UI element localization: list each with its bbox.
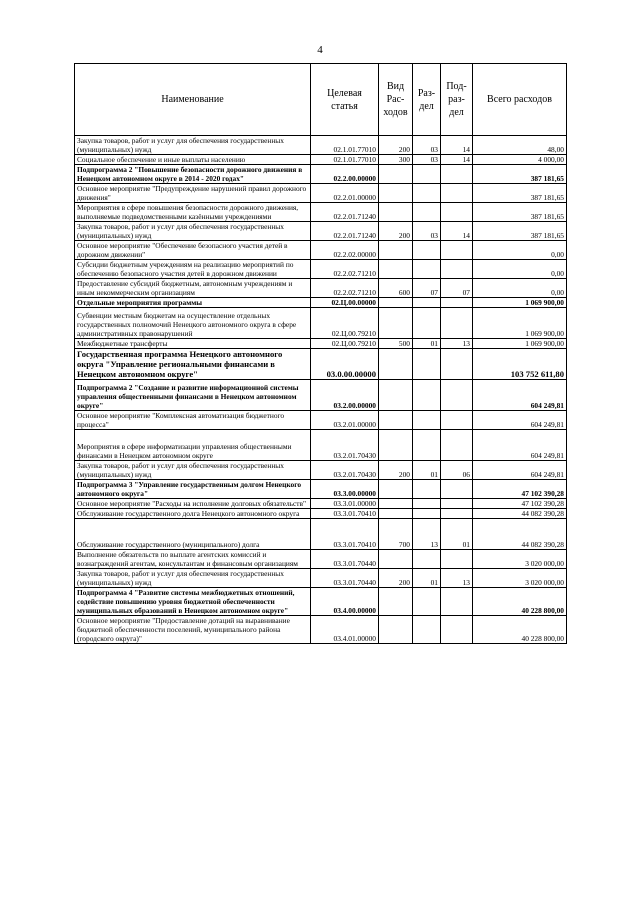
table-row (75, 430, 567, 461)
table-row (75, 519, 567, 550)
cell-subsection (441, 430, 473, 461)
cell-type (379, 616, 413, 644)
cell-subsection (441, 380, 473, 411)
cell-section (413, 241, 441, 260)
cell-type: 700 (379, 519, 413, 550)
cell-section: 07 (413, 279, 441, 298)
cell-total: 387 181,65 (473, 184, 567, 203)
cell-type (379, 349, 413, 380)
cell-target: 02.2.01.00000 (311, 184, 379, 203)
cell-total: 40 228 800,00 (473, 588, 567, 616)
cell-section (413, 184, 441, 203)
header-section: Раз- дел (413, 64, 441, 136)
cell-section: 13 (413, 519, 441, 550)
cell-target: 03.3.01.70410 (311, 509, 379, 519)
cell-subsection: 01 (441, 519, 473, 550)
cell-target: 02.2.00.00000 (311, 165, 379, 184)
cell-type (379, 184, 413, 203)
table-row (75, 203, 567, 222)
table-row (75, 411, 567, 430)
header-subsection: Под- раз- дел (441, 64, 473, 136)
table-row (75, 136, 567, 155)
cell-type: 600 (379, 279, 413, 298)
cell-subsection: 14 (441, 136, 473, 155)
cell-subsection (441, 260, 473, 279)
cell-total: 1 069 900,00 (473, 339, 567, 349)
table-row (75, 550, 567, 569)
cell-section (413, 499, 441, 509)
cell-name: Предоставление субсидий бюджетным, автономным учреждениям и иным некоммерческим организациям (75, 279, 311, 298)
header-type: Вид Рас- ходов (379, 64, 413, 136)
cell-subsection (441, 298, 473, 308)
cell-type: 200 (379, 222, 413, 241)
cell-type: 200 (379, 136, 413, 155)
table-row (75, 298, 567, 308)
cell-subsection: 07 (441, 279, 473, 298)
cell-type (379, 241, 413, 260)
cell-total: 4 000,00 (473, 155, 567, 165)
cell-target: 02.Ц.00.79210 (311, 308, 379, 339)
table-row (75, 241, 567, 260)
cell-type: 200 (379, 569, 413, 588)
cell-type (379, 480, 413, 499)
cell-total: 387 181,65 (473, 222, 567, 241)
cell-type (379, 380, 413, 411)
table-row (75, 260, 567, 279)
budget-table (74, 63, 567, 644)
cell-section (413, 260, 441, 279)
cell-section (413, 550, 441, 569)
cell-total: 604 249,81 (473, 461, 567, 480)
cell-total: 604 249,81 (473, 411, 567, 430)
cell-type: 300 (379, 155, 413, 165)
cell-subsection: 06 (441, 461, 473, 480)
cell-target: 03.4.00.00000 (311, 588, 379, 616)
table-row (75, 308, 567, 339)
header-total: Всего расходов (473, 64, 567, 136)
cell-subsection (441, 184, 473, 203)
cell-total: 604 249,81 (473, 430, 567, 461)
cell-type (379, 499, 413, 509)
cell-subsection (441, 550, 473, 569)
header-target: Целевая статья (311, 64, 379, 136)
cell-section (413, 411, 441, 430)
cell-name: Государственная программа Ненецкого автономного округа "Управление региональными финансами в Ненецком автономном округе" (75, 349, 311, 380)
cell-target: 03.0.00.00000 (311, 349, 379, 380)
cell-name: Основное мероприятие "Предоставление дотаций на выравнивание бюджетной обеспеченности поселений, муниципального района (городского округа)" (75, 616, 311, 644)
cell-total: 387 181,65 (473, 203, 567, 222)
cell-subsection: 13 (441, 569, 473, 588)
cell-total: 44 082 390,28 (473, 509, 567, 519)
cell-type: 200 (379, 461, 413, 480)
table-row (75, 480, 567, 499)
cell-total: 103 752 611,80 (473, 349, 567, 380)
cell-section (413, 308, 441, 339)
cell-name: Закупка товаров, работ и услуг для обеспечения государственных (муниципальных) нужд (75, 222, 311, 241)
cell-subsection: 13 (441, 339, 473, 349)
cell-total: 0,00 (473, 279, 567, 298)
cell-name: Социальное обеспечение и иные выплаты населению (75, 155, 311, 165)
cell-name: Основное мероприятие "Комплексная автоматизация бюджетного процесса" (75, 411, 311, 430)
cell-name: Субвенции местным бюджетам на осуществление отдельных государственных полномочий Ненецкого автономного округа в сфере административных правонарушений (75, 308, 311, 339)
cell-subsection (441, 411, 473, 430)
cell-total: 44 082 390,28 (473, 519, 567, 550)
cell-section: 03 (413, 222, 441, 241)
cell-section (413, 616, 441, 644)
cell-target: 02.Ц.00.00000 (311, 298, 379, 308)
cell-subsection (441, 509, 473, 519)
cell-total: 0,00 (473, 241, 567, 260)
cell-name: Подпрограмма 4 "Развитие системы межбюджетных отношений, содействие повышению уровня бюджетной обеспеченности муниципальных образований в Ненецком автономном округе" (75, 588, 311, 616)
table-row (75, 279, 567, 298)
cell-section: 01 (413, 461, 441, 480)
cell-section (413, 203, 441, 222)
cell-subsection (441, 308, 473, 339)
cell-type (379, 509, 413, 519)
cell-type (379, 165, 413, 184)
cell-target: 03.3.00.00000 (311, 480, 379, 499)
cell-section: 01 (413, 339, 441, 349)
table-row (75, 349, 567, 380)
cell-type (379, 588, 413, 616)
cell-target: 03.3.01.70440 (311, 569, 379, 588)
table-row (75, 569, 567, 588)
cell-total: 1 069 900,00 (473, 298, 567, 308)
table-row (75, 339, 567, 349)
cell-type (379, 260, 413, 279)
table-row (75, 588, 567, 616)
table-row (75, 380, 567, 411)
table-row (75, 499, 567, 509)
cell-section (413, 165, 441, 184)
cell-total: 0,00 (473, 260, 567, 279)
cell-section (413, 298, 441, 308)
cell-name: Мероприятия в сфере информатизации управления общественными финансами в Ненецком автономном округе (75, 430, 311, 461)
cell-name: Обслуживание государственного долга Ненецкого автономного округа (75, 509, 311, 519)
cell-target: 03.3.01.70410 (311, 519, 379, 550)
cell-name: Межбюджетные трансферты (75, 339, 311, 349)
cell-section (413, 380, 441, 411)
cell-target: 03.2.01.00000 (311, 411, 379, 430)
cell-section (413, 480, 441, 499)
cell-name: Обслуживание государственного (муниципального) долга (75, 519, 311, 550)
cell-target: 03.2.01.70430 (311, 430, 379, 461)
cell-total: 3 020 000,00 (473, 550, 567, 569)
cell-total: 47 102 390,28 (473, 480, 567, 499)
cell-target: 02.2.02.71210 (311, 279, 379, 298)
cell-section: 03 (413, 155, 441, 165)
cell-name: Основное мероприятие "Расходы на исполнение долговых обязательств" (75, 499, 311, 509)
cell-type (379, 411, 413, 430)
cell-section (413, 509, 441, 519)
table-body (75, 136, 567, 644)
cell-target: 02.2.01.71240 (311, 222, 379, 241)
cell-type (379, 550, 413, 569)
cell-name: Закупка товаров, работ и услуг для обеспечения государственных (муниципальных) нужд (75, 569, 311, 588)
table-row (75, 616, 567, 644)
header-name: Наименование (75, 64, 311, 136)
cell-target: 02.1.01.77010 (311, 136, 379, 155)
cell-target: 02.2.02.00000 (311, 241, 379, 260)
cell-target: 03.2.01.70430 (311, 461, 379, 480)
cell-subsection: 14 (441, 155, 473, 165)
cell-target: 02.2.01.71240 (311, 203, 379, 222)
cell-target: 02.Ц.00.79210 (311, 339, 379, 349)
cell-subsection (441, 499, 473, 509)
table-row (75, 155, 567, 165)
cell-type: 500 (379, 339, 413, 349)
cell-target: 02.1.01.77010 (311, 155, 379, 165)
cell-name: Основное мероприятие "Предупреждение нарушений правил дорожного движения" (75, 184, 311, 203)
page-number: 4 (317, 44, 323, 56)
cell-total: 604 249,81 (473, 380, 567, 411)
cell-name: Мероприятия в сфере повышения безопасности дорожного движения, выполняемые подведомственными казёнными учреждениями (75, 203, 311, 222)
table-header-row (75, 64, 567, 136)
cell-section (413, 588, 441, 616)
cell-section (413, 349, 441, 380)
table-row (75, 461, 567, 480)
cell-subsection (441, 480, 473, 499)
cell-target: 03.2.00.00000 (311, 380, 379, 411)
cell-total: 1 069 900,00 (473, 308, 567, 339)
cell-section (413, 430, 441, 461)
cell-name: Закупка товаров, работ и услуг для обеспечения государственных (муниципальных) нужд (75, 136, 311, 155)
cell-type (379, 430, 413, 461)
cell-type (379, 298, 413, 308)
cell-total: 387 181,65 (473, 165, 567, 184)
cell-subsection (441, 349, 473, 380)
cell-name: Подпрограмма 2 "Создание и развитие информационной системы управления общественными финансами в Ненецком автономном округе" (75, 380, 311, 411)
cell-name: Подпрограмма 3 "Управление государственным долгом Ненецкого автономного округа" (75, 480, 311, 499)
cell-target: 03.4.01.00000 (311, 616, 379, 644)
cell-subsection (441, 588, 473, 616)
cell-type (379, 308, 413, 339)
cell-name: Отдельные мероприятия программы (75, 298, 311, 308)
table-row (75, 184, 567, 203)
cell-subsection (441, 616, 473, 644)
cell-total: 48,00 (473, 136, 567, 155)
cell-name: Подпрограмма 2 "Повышение безопасности дорожного движения в Ненецком автономном округе в 2014 - 2020 годах" (75, 165, 311, 184)
cell-subsection (441, 165, 473, 184)
cell-target: 03.3.01.00000 (311, 499, 379, 509)
cell-name: Выполнение обязательств по выплате агентских комиссий и вознаграждений агентам, консультантам и финансовым организациям (75, 550, 311, 569)
cell-name: Субсидии бюджетным учреждениям на реализацию мероприятий по обеспечению безопасного участия детей в дорожном движении (75, 260, 311, 279)
cell-subsection: 14 (441, 222, 473, 241)
cell-subsection (441, 241, 473, 260)
cell-section: 01 (413, 569, 441, 588)
cell-total: 3 020 000,00 (473, 569, 567, 588)
table-row (75, 509, 567, 519)
cell-section: 03 (413, 136, 441, 155)
cell-name: Основное мероприятие "Обеспечение безопасного участия детей в дорожном движении" (75, 241, 311, 260)
table-row (75, 165, 567, 184)
cell-total: 40 228 800,00 (473, 616, 567, 644)
cell-name: Закупка товаров, работ и услуг для обеспечения государственных (муниципальных) нужд (75, 461, 311, 480)
cell-subsection (441, 203, 473, 222)
cell-target: 03.3.01.70440 (311, 550, 379, 569)
table-row (75, 222, 567, 241)
cell-type (379, 203, 413, 222)
cell-total: 47 102 390,28 (473, 499, 567, 509)
cell-target: 02.2.02.71210 (311, 260, 379, 279)
